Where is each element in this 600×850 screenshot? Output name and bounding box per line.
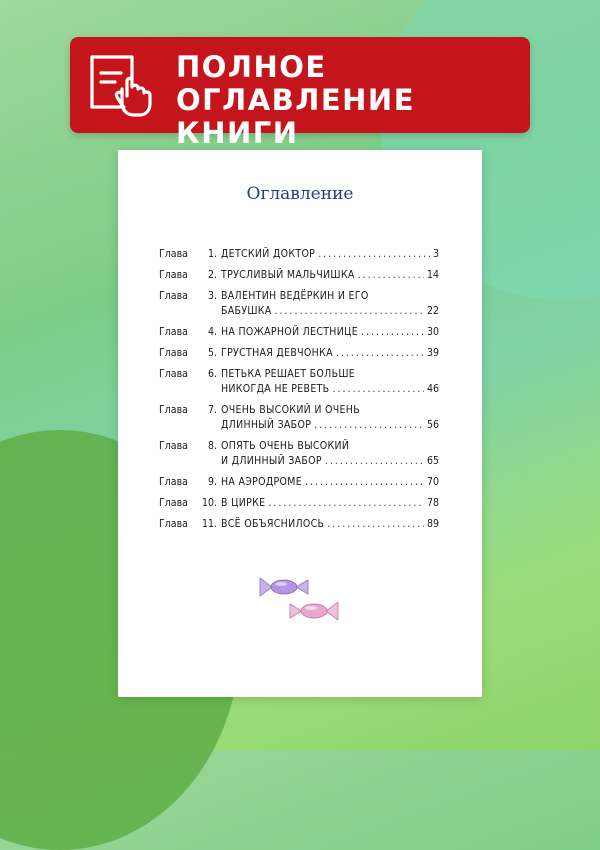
chapter-title-line <box>221 247 439 262</box>
chapter-body <box>221 496 439 511</box>
chapter-body <box>221 517 439 532</box>
chapter-title: ГРУСТНАЯ ДЕВЧОНКА <box>221 347 333 359</box>
dot-leader <box>318 247 430 262</box>
chapter-number: 8. <box>207 440 217 452</box>
page-number: 89 <box>426 518 439 530</box>
chapter-number: 1. <box>207 248 217 260</box>
chapter-number: 6. <box>207 368 217 380</box>
toc-entry <box>159 247 439 262</box>
dot-leader <box>268 496 424 511</box>
chapter-title-line <box>221 517 439 532</box>
candy-icon <box>286 598 342 624</box>
chapter-title: ДЕТСКИЙ ДОКТОР <box>221 248 316 260</box>
chapter-title-line <box>221 325 439 340</box>
chapter-title-line <box>221 475 439 490</box>
chapter-title-line <box>221 496 439 511</box>
chapter-body <box>221 367 439 397</box>
dot-leader <box>305 475 424 490</box>
chapter-body <box>221 268 439 283</box>
document-hand-icon <box>84 49 156 121</box>
dot-leader <box>314 418 424 433</box>
chapter-number: 9. <box>207 476 217 488</box>
chapter-label: Глава <box>159 404 188 416</box>
chapter-title: НИКОГДА НЕ РЕВЕТЬ <box>221 383 330 395</box>
toc-entry <box>159 496 439 511</box>
toc-heading: Оглавление <box>246 184 354 204</box>
chapter-title: ОПЯТЬ ОЧЕНЬ ВЫСОКИЙ <box>221 440 350 452</box>
candy-icon <box>256 574 312 600</box>
chapter-number: 11. <box>201 518 217 530</box>
chapter-label: Глава <box>159 518 188 530</box>
chapter-body <box>221 247 439 262</box>
page-number: 65 <box>426 455 439 467</box>
dot-leader <box>358 268 424 283</box>
chapter-title: ВСЁ ОБЪЯСНИЛОСЬ <box>221 518 325 530</box>
toc-entry <box>159 325 439 340</box>
page-number: 30 <box>426 326 439 338</box>
chapter-number: 3. <box>207 290 217 302</box>
chapter-title: НА ПОЖАРНОЙ ЛЕСТНИЦЕ <box>221 326 358 338</box>
page-number: 3 <box>432 248 439 260</box>
dot-leader <box>336 346 424 361</box>
page-number: 56 <box>426 419 439 431</box>
toc-entry <box>159 367 439 397</box>
toc-entry <box>159 289 439 319</box>
chapter-title: В ЦИРКЕ <box>221 497 266 509</box>
chapter-label: Глава <box>159 290 188 302</box>
chapter-body <box>221 475 439 490</box>
chapter-title: ДЛИННЫЙ ЗАБОР <box>221 419 312 431</box>
chapter-label: Глава <box>159 476 188 488</box>
chapter-title-line <box>221 418 439 433</box>
chapter-title: ОЧЕНЬ ВЫСОКИЙ И ОЧЕНЬ <box>221 404 360 416</box>
chapter-title-line <box>221 454 439 469</box>
chapter-number: 10. <box>201 497 217 509</box>
toc-entry <box>159 268 439 283</box>
chapter-label: Глава <box>159 368 188 380</box>
banner-title-line1: ПОЛНОЕ <box>176 50 327 84</box>
chapter-label: Глава <box>159 326 188 338</box>
book-page <box>118 150 482 697</box>
toc-entry <box>159 403 439 433</box>
chapter-number: 4. <box>207 326 217 338</box>
chapter-title: ПЕТЬКА РЕШАЕТ БОЛЬШЕ <box>221 368 356 380</box>
page-number: 78 <box>426 497 439 509</box>
chapter-label: Глава <box>159 248 188 260</box>
banner-title-line2: ОГЛАВЛЕНИЕ КНИГИ <box>176 83 416 150</box>
dot-leader <box>332 382 424 397</box>
chapter-title: И ДЛИННЫЙ ЗАБОР <box>221 455 322 467</box>
dot-leader <box>325 454 424 469</box>
banner-title <box>176 51 530 150</box>
chapter-label: Глава <box>159 269 188 281</box>
toc-entry <box>159 346 439 361</box>
chapter-title-line <box>221 346 439 361</box>
chapter-title: ВАЛЕНТИН ВЕДЁРКИН И ЕГО <box>221 290 369 302</box>
chapter-title: ТРУСЛИВЫЙ МАЛЬЧИШКА <box>221 269 355 281</box>
dot-leader <box>327 517 424 532</box>
chapter-title: НА АЭРОДРОМЕ <box>221 476 302 488</box>
dot-leader <box>361 325 424 340</box>
chapter-body <box>221 403 439 433</box>
page-number: 70 <box>426 476 439 488</box>
chapter-number: 7. <box>207 404 217 416</box>
chapter-label: Глава <box>159 497 188 509</box>
chapter-title: БАБУШКА <box>221 305 272 317</box>
chapter-number: 5. <box>207 347 217 359</box>
chapter-label: Глава <box>159 347 188 359</box>
page-number: 22 <box>426 305 439 317</box>
chapter-body <box>221 289 439 319</box>
page-number: 14 <box>426 269 439 281</box>
chapter-body <box>221 439 439 469</box>
chapter-body <box>221 325 439 340</box>
toc-entry <box>159 439 439 469</box>
page-number: 39 <box>426 347 439 359</box>
chapter-label: Глава <box>159 440 188 452</box>
toc-entry <box>159 475 439 490</box>
toc-entry <box>159 517 439 532</box>
dot-leader <box>275 304 424 319</box>
chapter-body <box>221 346 439 361</box>
chapter-title-line <box>221 268 439 283</box>
toc-list <box>159 247 439 538</box>
chapter-number: 2. <box>207 269 217 281</box>
promo-banner <box>70 37 530 150</box>
page-number: 46 <box>426 383 439 395</box>
chapter-title-line <box>221 382 439 397</box>
chapter-title-line <box>221 304 439 319</box>
